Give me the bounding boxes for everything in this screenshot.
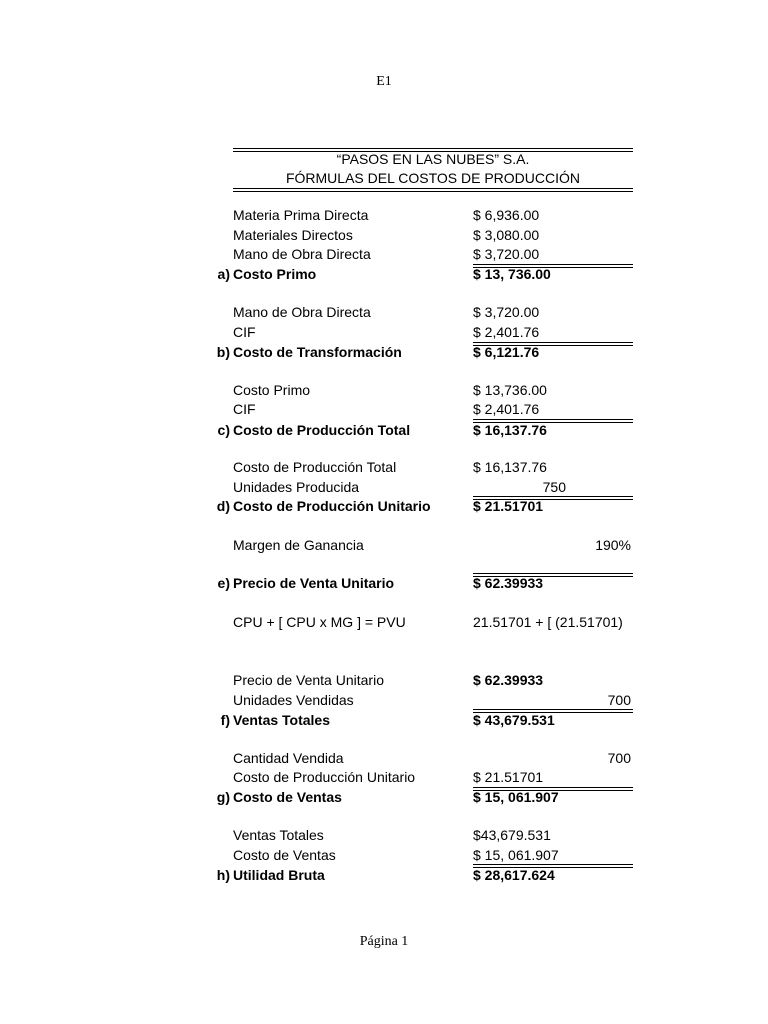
item-label: Costo de Producción Total <box>233 459 397 475</box>
item-value: $ 2,401.76 <box>473 401 540 417</box>
total-label: Precio de Venta Unitario <box>233 575 395 591</box>
item-label: CIF <box>233 401 256 417</box>
line-item <box>0 846 768 865</box>
total-row <box>0 497 768 516</box>
total-row <box>0 265 768 284</box>
item-value: $ 3,720.00 <box>473 304 540 320</box>
item-value: $43,679.531 <box>473 827 551 843</box>
item-value: $ 13,736.00 <box>473 382 547 398</box>
total-label: Costo de Producción Total <box>233 422 411 438</box>
total-letter: d) <box>216 498 230 514</box>
total-letter: e) <box>217 575 230 591</box>
total-label: Costo de Transformación <box>233 344 402 360</box>
item-value: $ 6,936.00 <box>473 207 540 223</box>
line-item <box>0 768 768 787</box>
item-value: 700 <box>607 750 631 766</box>
formula-label: CPU + [ CPU x MG ] = PVU <box>233 614 406 630</box>
total-letter: h) <box>216 867 230 883</box>
item-value: $ 3,720.00 <box>473 246 540 262</box>
total-row <box>0 343 768 362</box>
item-label: Costo de Ventas <box>233 847 336 863</box>
line-item <box>0 245 768 264</box>
total-row <box>0 788 768 807</box>
line-item <box>0 400 768 419</box>
total-value: $ 62.39933 <box>473 575 544 591</box>
line-item <box>0 381 768 400</box>
total-row <box>0 421 768 440</box>
total-row <box>0 574 768 593</box>
title-bottom-rule <box>233 188 633 192</box>
item-label: Cantidad Vendida <box>233 750 344 766</box>
total-label: Costo Primo <box>233 266 317 282</box>
item-label: Precio de Venta Unitario <box>233 672 384 688</box>
line-item <box>0 323 768 342</box>
item-label: CIF <box>233 324 256 340</box>
company-name: “PASOS EN LAS NUBES” S.A. <box>336 151 530 167</box>
item-value: $ 21.51701 <box>473 769 544 785</box>
total-label: Costo de Producción Unitario <box>233 498 431 514</box>
line-item <box>0 226 768 245</box>
margin-value: 190% <box>595 537 631 553</box>
item-value: $ 16,137.76 <box>473 459 547 475</box>
total-value: $ 13, 736.00 <box>473 266 551 282</box>
item-label: Unidades Vendidas <box>233 692 354 708</box>
total-value: $ 6,121.76 <box>473 344 540 360</box>
total-letter: c) <box>217 422 230 438</box>
line-item <box>0 749 768 768</box>
total-label: Costo de Ventas <box>233 789 342 805</box>
page-header: E1 <box>376 74 392 89</box>
total-letter: b) <box>216 344 230 360</box>
item-label: Materiales Directos <box>233 227 353 243</box>
line-item <box>0 206 768 225</box>
total-value: $ 21.51701 <box>473 498 544 514</box>
line-item <box>0 691 768 710</box>
total-row <box>0 866 768 885</box>
total-value: $ 43,679.531 <box>473 712 555 728</box>
item-value: 750 <box>542 479 566 495</box>
document-title: FÓRMULAS DEL COSTOS DE PRODUCCIÓN <box>285 170 581 186</box>
total-value: $ 16,137.76 <box>473 422 547 438</box>
total-letter: g) <box>216 789 230 805</box>
margin-row <box>0 536 768 555</box>
item-label: Unidades Producida <box>233 479 360 495</box>
item-value: 700 <box>607 692 631 708</box>
item-label: Mano de Obra Directa <box>233 304 371 320</box>
line-item <box>0 303 768 322</box>
line-item <box>0 826 768 845</box>
total-row <box>0 711 768 730</box>
total-letter: f) <box>220 712 230 728</box>
total-value: $ 15, 061.907 <box>473 789 559 805</box>
item-label: Ventas Totales <box>233 827 324 843</box>
line-item <box>0 671 768 690</box>
margin-label: Margen de Ganancia <box>233 537 364 553</box>
formula-value: 21.51701 + [ (21.51701) <box>473 614 623 630</box>
total-label: Utilidad Bruta <box>233 867 325 883</box>
total-label: Ventas Totales <box>233 712 331 728</box>
item-value: $ 62.39933 <box>473 672 544 688</box>
item-value: $ 15, 061.907 <box>473 847 559 863</box>
total-value: $ 28,617.624 <box>473 867 555 883</box>
formula-row <box>0 613 768 632</box>
item-label: Materia Prima Directa <box>233 207 369 223</box>
page-footer: Página 1 <box>359 934 409 949</box>
item-label: Costo de Producción Unitario <box>233 769 416 785</box>
item-label: Costo Primo <box>233 382 311 398</box>
line-item <box>0 458 768 477</box>
line-item <box>0 478 768 497</box>
item-value: $ 3,080.00 <box>473 227 540 243</box>
total-letter: a) <box>217 266 230 282</box>
item-label: Mano de Obra Directa <box>233 246 371 262</box>
item-value: $ 2,401.76 <box>473 324 540 340</box>
